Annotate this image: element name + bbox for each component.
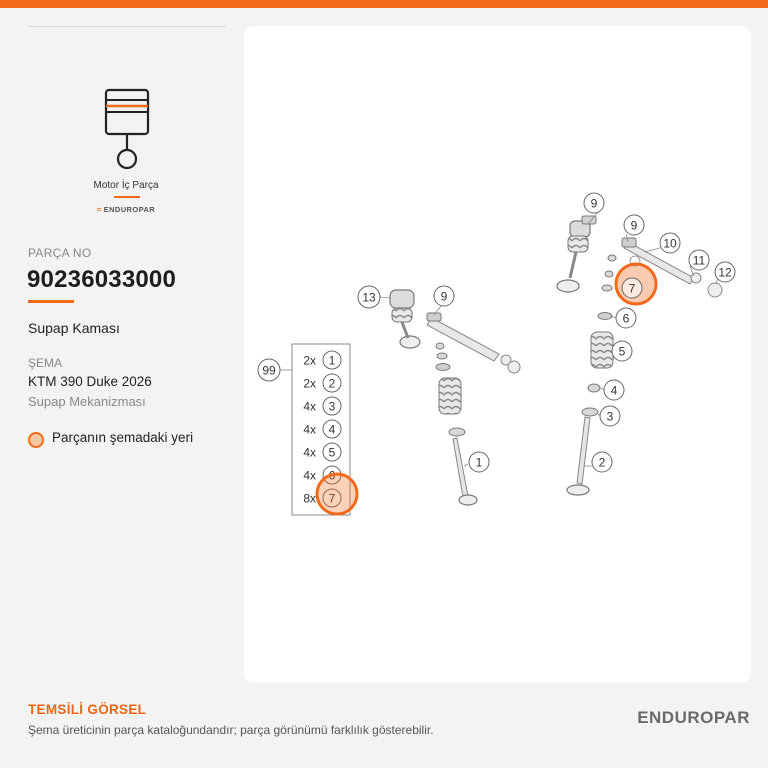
part-number-underline xyxy=(28,300,74,303)
brand-mark-icon: ≈ xyxy=(96,205,102,214)
part-number-label: PARÇA NO xyxy=(28,246,92,260)
valve-spring-left xyxy=(439,378,461,414)
callout-label: 9 xyxy=(630,218,638,233)
footer-title: TEMSİLİ GÖRSEL xyxy=(28,702,147,717)
vehicle-model: KTM 390 Duke 2026 xyxy=(28,374,152,389)
top-accent-bar xyxy=(0,0,768,8)
valve-train-diagram xyxy=(244,26,751,683)
spring-seat-right xyxy=(582,408,598,416)
valve-keepers-right xyxy=(598,255,616,320)
kit-row-num: 5 xyxy=(328,445,336,460)
kit-row xyxy=(303,397,341,415)
legend-text: Parçanın şemadaki yeri xyxy=(52,430,194,445)
schema-label: ŞEMA xyxy=(28,356,63,370)
callout-7-highlighted xyxy=(616,256,656,304)
part-number: 90236033000 xyxy=(27,266,177,293)
kit-row-num: 1 xyxy=(328,353,336,368)
spring-seat-left xyxy=(449,428,465,436)
kit-row-qty: 4x xyxy=(303,399,316,414)
category-underline xyxy=(114,196,140,198)
kit-row-qty: 8x xyxy=(303,491,316,506)
category-label: Motor İç Parça xyxy=(93,180,159,191)
left-valve-assembly xyxy=(390,290,520,505)
kit-row-num: 7 xyxy=(328,491,336,506)
callout-label: 4 xyxy=(610,383,618,398)
valve-spring-right xyxy=(591,332,613,368)
callout-12 xyxy=(715,262,735,284)
kit-row-num: 4 xyxy=(328,422,336,437)
callout-label: 2 xyxy=(598,455,606,470)
rocker-arm-right xyxy=(557,216,596,292)
callout-13 xyxy=(358,286,390,308)
highlight-marker-icon xyxy=(28,432,44,448)
valve-left xyxy=(453,438,477,505)
callout-label: 3 xyxy=(606,409,614,424)
part-name: Supap Kaması xyxy=(28,320,120,336)
kit-row-qty: 4x xyxy=(303,445,316,460)
callout-1 xyxy=(464,452,489,472)
kit-row-qty: 2x xyxy=(303,353,316,368)
callout-label: 6 xyxy=(622,311,630,326)
valve-keepers-left xyxy=(436,343,450,371)
seal-right xyxy=(588,384,600,392)
kit-row xyxy=(303,374,341,392)
kit-row-qty: 2x xyxy=(303,376,316,391)
brand-badge xyxy=(60,205,192,214)
callout-6 xyxy=(610,308,636,328)
callout-label: 13 xyxy=(362,290,376,305)
callout-11 xyxy=(689,250,709,276)
highlight-ring-kit xyxy=(317,474,357,514)
sidebar-divider xyxy=(28,26,226,27)
callout-label: 12 xyxy=(718,265,732,280)
schema-name: Supap Mekanizması xyxy=(28,394,146,409)
callout-label: 10 xyxy=(663,236,677,251)
kit-row xyxy=(303,443,341,461)
callout-label: 9 xyxy=(590,196,598,211)
callout-label: 7 xyxy=(628,281,636,296)
kit-table xyxy=(258,344,357,515)
footer-brand-logo: ENDUROPAR xyxy=(637,708,750,727)
brand-badge-text: ENDUROPAR xyxy=(103,205,156,214)
callout-label: 1 xyxy=(475,455,483,470)
diagram-panel xyxy=(244,26,751,683)
kit-row-num: 6 xyxy=(328,468,336,483)
callout-label: 9 xyxy=(440,289,448,304)
piston-icon xyxy=(97,88,157,180)
kit-row-qty: 4x xyxy=(303,468,316,483)
rocker-arm-left xyxy=(390,290,420,348)
callout-3 xyxy=(598,406,620,426)
kit-row xyxy=(303,420,341,438)
callout-label: 5 xyxy=(618,344,626,359)
kit-row-num: 2 xyxy=(328,376,336,391)
valve-right xyxy=(567,417,590,495)
callout-label: 11 xyxy=(692,253,706,268)
callout-10 xyxy=(644,233,680,253)
kit-row xyxy=(303,351,341,369)
kit-label: 99 xyxy=(262,363,276,378)
sidebar xyxy=(0,8,240,688)
footer-note: Şema üreticinin parça kataloğundandır; parça görünümü farklılık gösterebilir. xyxy=(28,723,434,737)
kit-row-qty: 4x xyxy=(303,422,316,437)
kit-row-num: 3 xyxy=(328,399,336,414)
callout-4 xyxy=(600,380,624,400)
callout-9-left xyxy=(434,286,454,315)
callout-2 xyxy=(584,452,612,472)
